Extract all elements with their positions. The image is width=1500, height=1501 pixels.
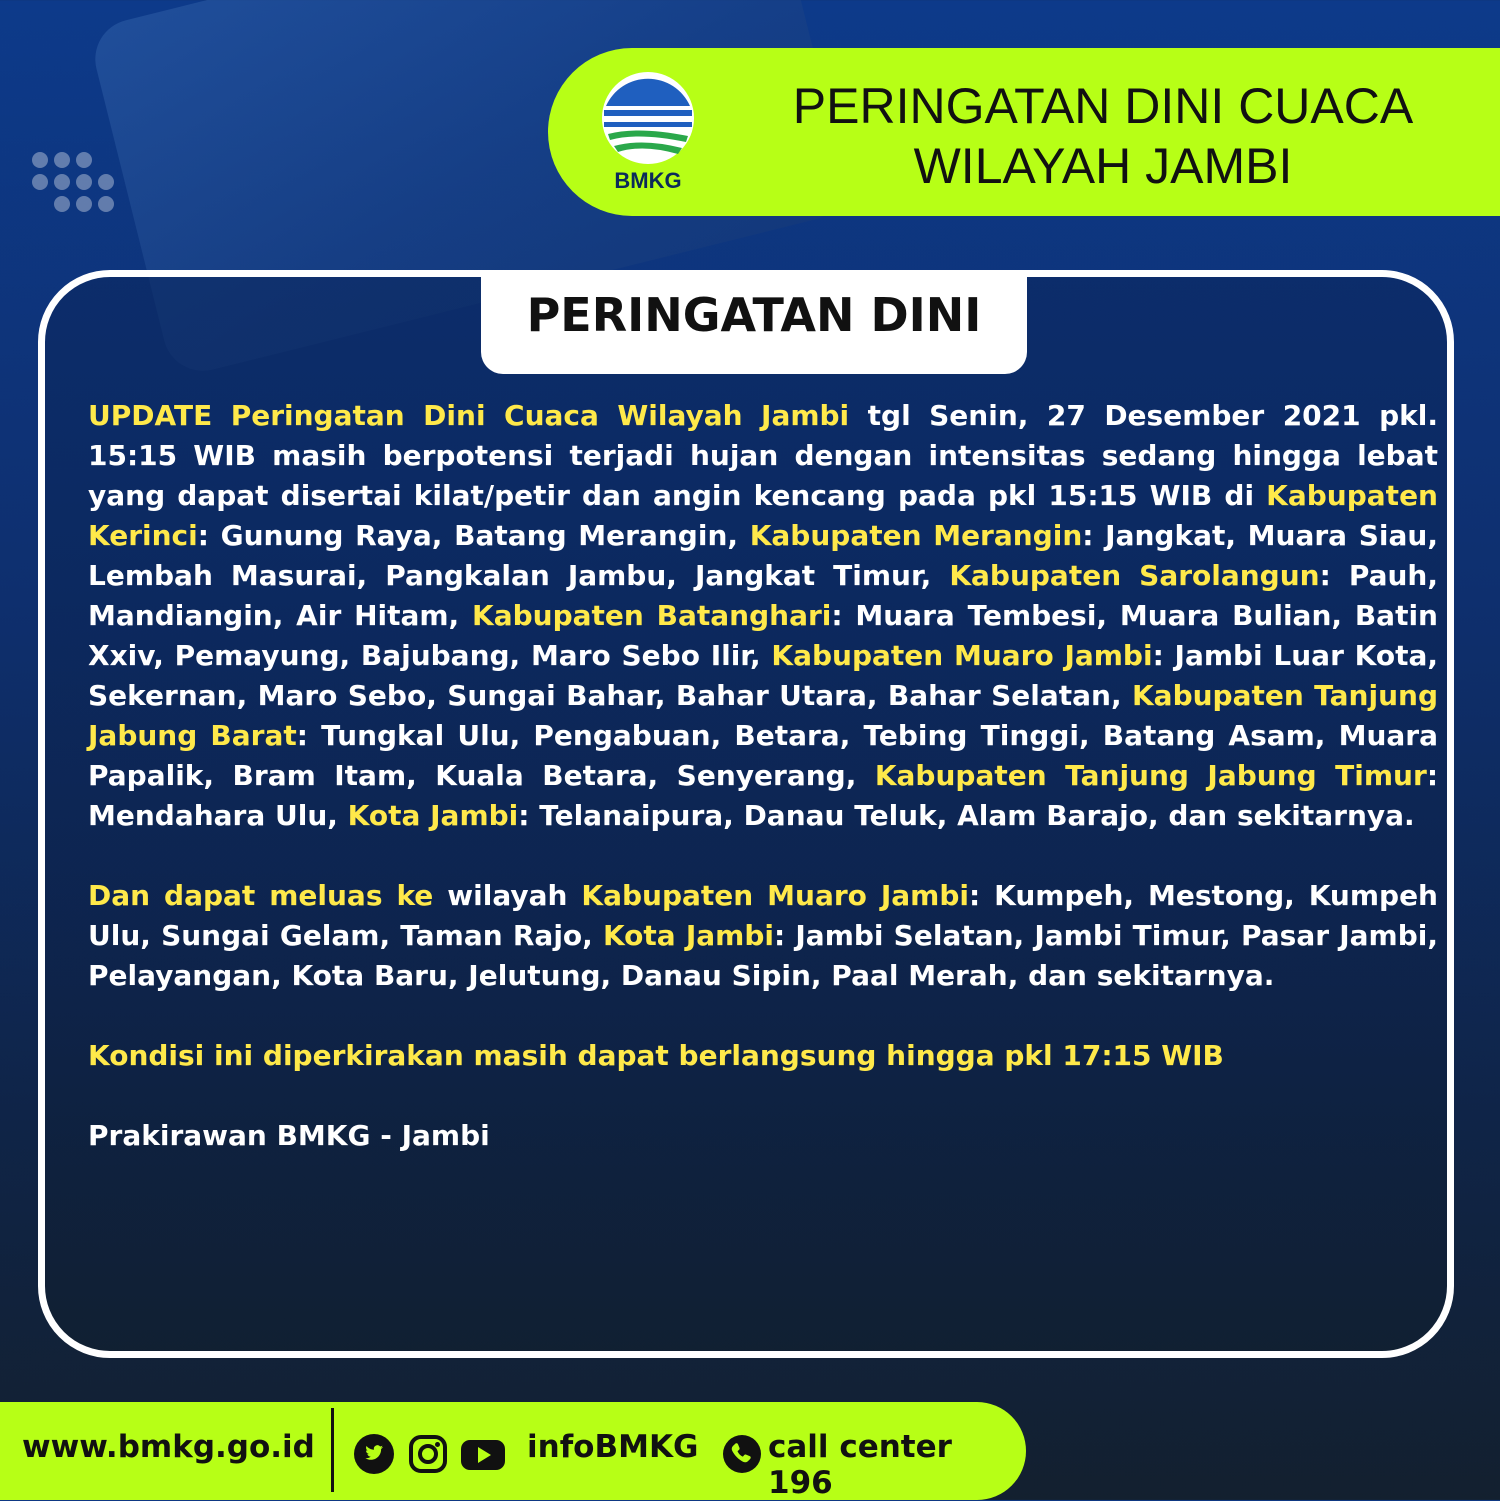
bmkg-logo-text: BMKG xyxy=(614,168,682,193)
header-banner xyxy=(548,48,1500,216)
footer-divider xyxy=(331,1408,334,1492)
background-keypad-dots xyxy=(30,150,150,230)
body-text-segment: : Gunung Raya, Batang Merangin, xyxy=(197,519,750,552)
warning-paragraph-expansion xyxy=(88,876,1438,996)
highlighted-text: UPDATE Peringatan Dini Cuaca Wilayah Jambi xyxy=(88,399,850,432)
body-text-segment: : Tungkal Ulu, Pengabuan, Betara, Tebing Tinggi, Batang Asam, Muara Papalik, Bram Itam, Kuala Betara, Senyerang, xyxy=(88,719,1439,792)
social-handle[interactable]: infoBMKG xyxy=(527,1429,699,1465)
highlighted-text: Kabupaten Kerinci xyxy=(88,479,1438,552)
forecaster-signature: Prakirawan BMKG - Jambi xyxy=(88,1119,490,1152)
call-center[interactable]: call center 196 xyxy=(768,1429,952,1501)
highlighted-text: Kabupaten Tanjung Jabung Timur xyxy=(874,759,1427,792)
body-text-segment: : Telanaipura, Danau Teluk, Alam Barajo, dan sekitarnya. xyxy=(518,799,1415,832)
warning-body xyxy=(88,396,1438,1196)
highlighted-text: Kabupaten Merangin xyxy=(749,519,1083,552)
body-text-segment: : Mendahara Ulu, xyxy=(88,759,1439,832)
body-text-segment: : Jangkat, Muara Siau, Lembah Masurai, Pangkalan Jambu, Jangkat Timur, xyxy=(88,519,1438,592)
highlighted-text: Kabupaten Batanghari xyxy=(472,599,832,632)
highlighted-text: Kabupaten Muaro Jambi xyxy=(581,879,969,912)
highlighted-text: Kabupaten Muaro Jambi xyxy=(771,639,1153,672)
body-text-segment: : Pauh, Mandiangin, Air Hitam, xyxy=(88,559,1438,632)
header-title xyxy=(778,76,1428,196)
panel-tab-label: PERINGATAN DINI xyxy=(526,288,982,342)
youtube-icon[interactable] xyxy=(460,1434,506,1474)
body-text-segment: : Jambi Luar Kota, Sekernan, Maro Sebo, Sungai Bahar, Bahar Utara, Bahar Selatan, xyxy=(88,639,1438,712)
warning-paragraph-duration xyxy=(88,1036,1438,1076)
highlighted-text: Dan dapat meluas ke xyxy=(88,879,434,912)
body-text-segment: : Kumpeh, Mestong, Kumpeh Ulu, Sungai Gelam, Taman Rajo, xyxy=(88,879,1438,952)
body-text-segment: wilayah xyxy=(433,879,582,912)
highlighted-text: Kondisi ini diperkirakan masih dapat berlangsung hingga pkl 17:15 WIB xyxy=(88,1039,1224,1072)
body-text-segment: tgl Senin, 27 Desember 2021 pkl. 15:15 WIB masih berpotensi terjadi hujan dengan intensitas sedang hingga lebat yang dapat disertai kilat/petir dan angin kencang pada pkl 15:15 WIB di xyxy=(88,399,1438,512)
header-title-line1: PERINGATAN DINI CUACA xyxy=(792,78,1414,134)
instagram-icon[interactable] xyxy=(408,1434,448,1474)
twitter-icon[interactable] xyxy=(354,1434,394,1474)
warning-paragraph-main xyxy=(88,396,1438,836)
highlighted-text: Kabupaten Tanjung Jabung Barat xyxy=(88,679,1438,752)
phone-icon xyxy=(722,1434,762,1474)
header-title-line2: WILAYAH JAMBI xyxy=(913,138,1293,194)
highlighted-text: Kota Jambi xyxy=(347,799,519,832)
panel-tab xyxy=(481,270,1027,374)
highlighted-text: Kabupaten Sarolangun xyxy=(949,559,1320,592)
footer-bar xyxy=(0,1402,1026,1500)
highlighted-text: Kota Jambi xyxy=(602,919,774,952)
body-text-segment: : Muara Tembesi, Muara Bulian, Batin Xxiv, Pemayung, Bajubang, Maro Sebo Ilir, xyxy=(88,599,1438,672)
body-text-segment: : Jambi Selatan, Jambi Timur, Pasar Jambi, Pelayangan, Kota Baru, Jelutung, Danau Sipin, Paal Merah, dan sekitarnya. xyxy=(88,919,1438,992)
bmkg-logo xyxy=(598,68,698,196)
website-link[interactable]: www.bmkg.go.id xyxy=(22,1429,315,1465)
